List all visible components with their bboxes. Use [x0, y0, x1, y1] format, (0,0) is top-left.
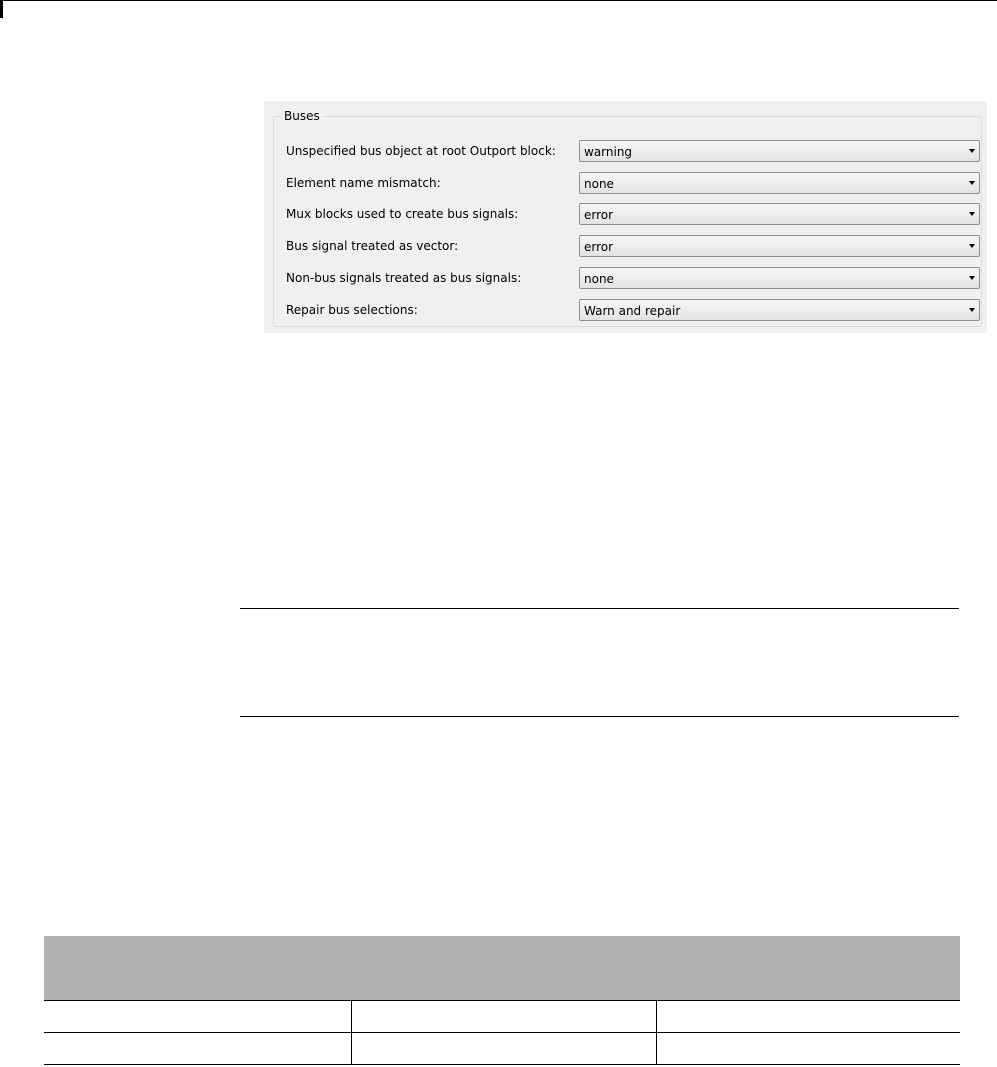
- chevron-down-icon: [969, 212, 975, 216]
- buses-group-title: Buses: [281, 108, 323, 124]
- dropdown-value: error: [584, 240, 614, 254]
- data-table: [44, 936, 960, 1065]
- table-cell: [656, 1033, 960, 1065]
- table-header-cell: [44, 936, 351, 1001]
- dropdown-value: error: [584, 208, 614, 222]
- table-cell: [351, 1001, 656, 1033]
- dropdown-value: none: [584, 177, 614, 191]
- setting-label: Element name mismatch:: [286, 176, 441, 190]
- setting-label: Unspecified bus object at root Outport block:: [286, 144, 556, 158]
- dropdown-value: warning: [584, 145, 633, 159]
- mux-blocks-dropdown[interactable]: [579, 203, 980, 225]
- non-bus-signals-dropdown[interactable]: [579, 267, 980, 289]
- setting-label: Bus signal treated as vector:: [286, 239, 459, 253]
- buses-settings-panel: [264, 101, 987, 333]
- bus-signal-as-vector-dropdown[interactable]: [579, 235, 980, 257]
- page-top-border: [0, 0, 997, 1]
- unspecified-bus-object-dropdown[interactable]: [579, 140, 980, 162]
- table-row: [44, 1001, 960, 1033]
- chevron-down-icon: [969, 244, 975, 248]
- table-cell: [656, 1001, 960, 1033]
- element-name-mismatch-dropdown[interactable]: [579, 172, 980, 194]
- setting-label: Mux blocks used to create bus signals:: [286, 207, 519, 221]
- chevron-down-icon: [969, 181, 975, 185]
- table-cell: [44, 1001, 351, 1033]
- setting-row-mux-blocks: [264, 203, 987, 225]
- table-row: [44, 1033, 960, 1065]
- table-cell: [351, 1033, 656, 1065]
- page-corner-mark: [0, 0, 3, 18]
- setting-row-unspecified-bus-object: [264, 140, 987, 162]
- setting-row-element-name-mismatch: [264, 172, 987, 194]
- chevron-down-icon: [969, 308, 975, 312]
- note-bottom-rule: [240, 716, 959, 717]
- dropdown-value: none: [584, 272, 614, 286]
- setting-row-bus-signal-as-vector: [264, 235, 987, 257]
- table-header-cell: [351, 936, 656, 1001]
- table-cell: [44, 1033, 351, 1065]
- chevron-down-icon: [969, 276, 975, 280]
- repair-bus-selections-dropdown[interactable]: [579, 299, 980, 321]
- setting-row-repair-bus-selections: [264, 299, 987, 321]
- dropdown-value: Warn and repair: [584, 304, 681, 318]
- chevron-down-icon: [969, 149, 975, 153]
- note-top-rule: [240, 608, 959, 609]
- table-header-row: [44, 936, 960, 1001]
- setting-label: Repair bus selections:: [286, 303, 418, 317]
- table-header-cell: [656, 936, 960, 1001]
- setting-row-non-bus-signals: [264, 267, 987, 289]
- setting-label: Non-bus signals treated as bus signals:: [286, 271, 522, 285]
